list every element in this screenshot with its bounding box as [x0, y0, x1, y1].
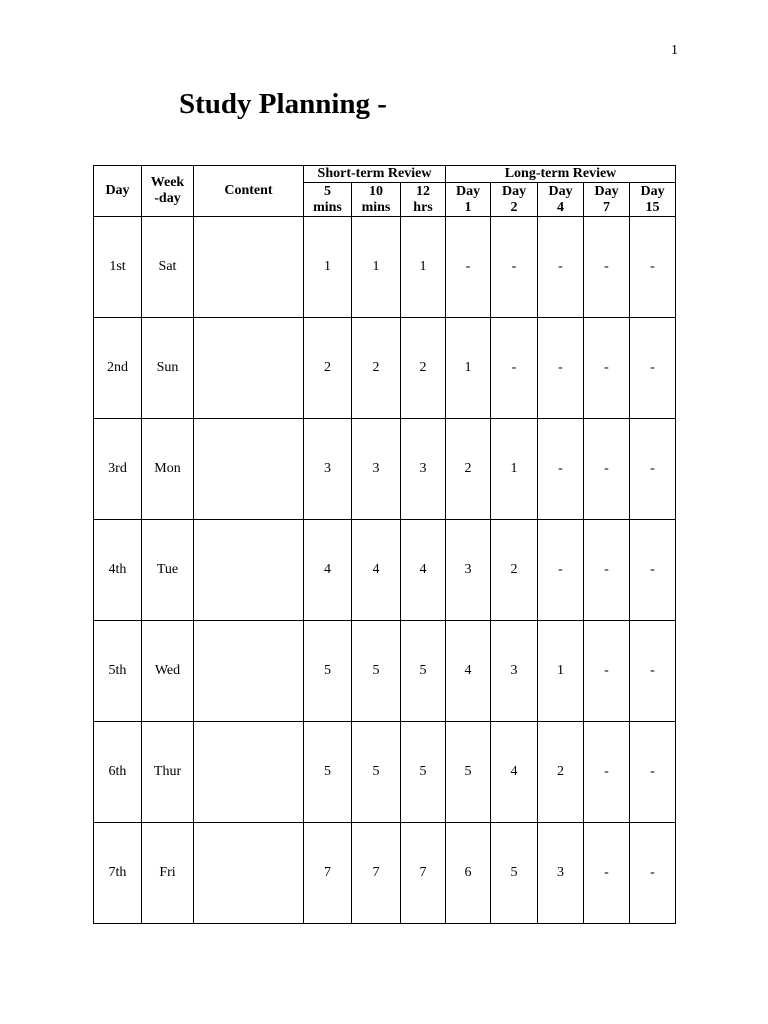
header-short-interval-2 — [401, 183, 446, 217]
table-row — [94, 318, 676, 419]
cell-s5: 2 — [304, 318, 352, 419]
cell-s10: 7 — [352, 823, 401, 924]
header-long-interval-2 — [538, 183, 584, 217]
cell-content[interactable] — [194, 621, 304, 722]
header-short-term-review: Short-term Review — [304, 166, 446, 183]
cell-d2: - — [491, 318, 538, 419]
header-long-interval-1 — [491, 183, 538, 217]
table-row — [94, 520, 676, 621]
cell-d7: - — [584, 318, 630, 419]
study-plan-table — [93, 165, 676, 924]
header-interval-line2: mins — [313, 199, 342, 215]
header-interval-line2: mins — [361, 199, 391, 215]
cell-content[interactable] — [194, 520, 304, 621]
header-weekday-line2: -day — [154, 191, 181, 206]
page-title: Study Planning - — [179, 88, 387, 120]
header-short-interval-0 — [304, 183, 352, 217]
cell-s12: 4 — [401, 520, 446, 621]
cell-d1: - — [446, 217, 491, 318]
header-interval-line1: 10 — [369, 183, 383, 199]
cell-d2: 5 — [491, 823, 538, 924]
header-interval-line1: Day — [501, 183, 527, 199]
cell-d2: 2 — [491, 520, 538, 621]
table-body — [94, 217, 676, 924]
cell-d7: - — [584, 621, 630, 722]
cell-content[interactable] — [194, 419, 304, 520]
cell-weekday: Mon — [142, 419, 194, 520]
cell-d15: - — [630, 419, 676, 520]
header-short-interval-1 — [352, 183, 401, 217]
cell-s10: 3 — [352, 419, 401, 520]
cell-content[interactable] — [194, 318, 304, 419]
header-interval-line2: 2 — [510, 199, 518, 215]
header-content: Content — [194, 166, 304, 217]
cell-d7: - — [584, 520, 630, 621]
cell-d1: 6 — [446, 823, 491, 924]
cell-d2: 3 — [491, 621, 538, 722]
header-long-interval-4 — [630, 183, 676, 217]
cell-content[interactable] — [194, 217, 304, 318]
cell-s12: 3 — [401, 419, 446, 520]
cell-s5: 1 — [304, 217, 352, 318]
cell-d15: - — [630, 318, 676, 419]
cell-s5: 5 — [304, 621, 352, 722]
header-interval-line1: Day — [594, 183, 619, 199]
cell-d2: 1 — [491, 419, 538, 520]
table-row — [94, 419, 676, 520]
table-row — [94, 823, 676, 924]
header-interval-line1: 12 — [416, 183, 430, 199]
header-interval-line1: 5 — [324, 183, 331, 199]
cell-s12: 1 — [401, 217, 446, 318]
cell-day: 2nd — [94, 318, 142, 419]
cell-d15: - — [630, 621, 676, 722]
cell-s10: 5 — [352, 621, 401, 722]
cell-d4: - — [538, 318, 584, 419]
header-interval-line1: Day — [455, 183, 481, 199]
header-interval-line2: 7 — [603, 199, 611, 215]
header-interval-line2: 1 — [464, 199, 472, 215]
cell-d1: 1 — [446, 318, 491, 419]
header-weekday-line1: Week — [150, 175, 185, 190]
header-interval-line2: hrs — [413, 199, 433, 215]
cell-s12: 7 — [401, 823, 446, 924]
header-row-groups — [94, 166, 676, 183]
cell-s5: 7 — [304, 823, 352, 924]
cell-d1: 3 — [446, 520, 491, 621]
page-number: 1 — [671, 43, 678, 58]
cell-weekday: Thur — [142, 722, 194, 823]
header-long-interval-3 — [584, 183, 630, 217]
cell-s10: 2 — [352, 318, 401, 419]
table-row — [94, 722, 676, 823]
cell-d4: 1 — [538, 621, 584, 722]
header-day: Day — [94, 166, 142, 217]
header-interval-line2: 4 — [557, 199, 565, 215]
table-row — [94, 217, 676, 318]
cell-day: 3rd — [94, 419, 142, 520]
cell-d7: - — [584, 823, 630, 924]
header-weekday — [142, 166, 194, 217]
cell-d7: - — [584, 217, 630, 318]
cell-day: 5th — [94, 621, 142, 722]
cell-d4: 2 — [538, 722, 584, 823]
cell-d4: - — [538, 217, 584, 318]
cell-s10: 4 — [352, 520, 401, 621]
cell-d4: - — [538, 520, 584, 621]
header-interval-line1: Day — [548, 183, 573, 199]
header-interval-line2: 15 — [645, 199, 660, 215]
cell-s12: 5 — [401, 621, 446, 722]
header-long-term-review: Long-term Review — [446, 166, 676, 183]
cell-s5: 3 — [304, 419, 352, 520]
cell-weekday: Sun — [142, 318, 194, 419]
cell-d15: - — [630, 722, 676, 823]
cell-day: 7th — [94, 823, 142, 924]
cell-d2: 4 — [491, 722, 538, 823]
cell-day: 4th — [94, 520, 142, 621]
cell-weekday: Wed — [142, 621, 194, 722]
table-row — [94, 621, 676, 722]
cell-s10: 5 — [352, 722, 401, 823]
cell-content[interactable] — [194, 823, 304, 924]
cell-d4: 3 — [538, 823, 584, 924]
header-long-interval-0 — [446, 183, 491, 217]
cell-day: 6th — [94, 722, 142, 823]
cell-d7: - — [584, 722, 630, 823]
cell-s5: 4 — [304, 520, 352, 621]
cell-d7: - — [584, 419, 630, 520]
cell-d1: 4 — [446, 621, 491, 722]
cell-s10: 1 — [352, 217, 401, 318]
cell-weekday: Sat — [142, 217, 194, 318]
cell-d15: - — [630, 520, 676, 621]
header-interval-line1: Day — [640, 183, 665, 199]
cell-d15: - — [630, 823, 676, 924]
cell-d2: - — [491, 217, 538, 318]
cell-d1: 2 — [446, 419, 491, 520]
cell-weekday: Tue — [142, 520, 194, 621]
cell-weekday: Fri — [142, 823, 194, 924]
cell-d1: 5 — [446, 722, 491, 823]
cell-s12: 5 — [401, 722, 446, 823]
cell-day: 1st — [94, 217, 142, 318]
cell-s5: 5 — [304, 722, 352, 823]
cell-d4: - — [538, 419, 584, 520]
cell-d15: - — [630, 217, 676, 318]
cell-content[interactable] — [194, 722, 304, 823]
cell-s12: 2 — [401, 318, 446, 419]
